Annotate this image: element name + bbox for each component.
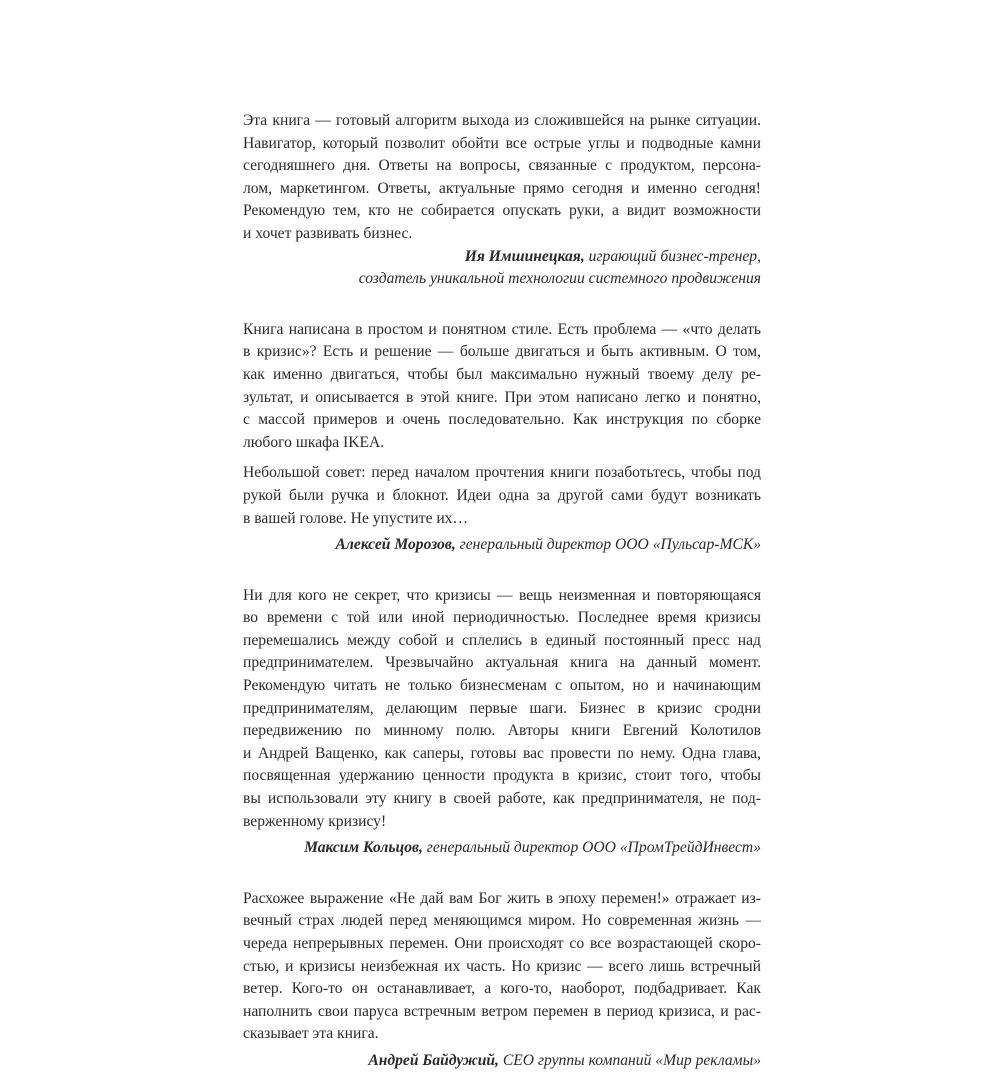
text-line: сегодняшнего дня. Ответы на вопросы, связанные с продуктом, персона- [243, 157, 761, 175]
text-line: вечный страх людей перед меняющимся миром. Но современная жизнь — [243, 912, 761, 930]
text-line: перемешались между собой и сплелись в единый постоянный пресс над [243, 631, 761, 649]
text-line: любого шкафа IKEA. [243, 433, 385, 451]
text-line: Рекомендую читать не только бизнесменам с опытом, но и начинающим [243, 677, 761, 695]
review-signature [243, 246, 761, 291]
review-paragraph [243, 888, 761, 1046]
text-line: Эта книга — готовый алгоритм выхода из сложившейся на рынке ситуации. [243, 112, 761, 129]
text-line: посвященная удержанию ценности продукта в кризис, стоит того, чтобы [243, 767, 761, 785]
text-line: предпринимателям, делающим первые шаги. Бизнес в кризис сродни [243, 699, 761, 717]
review-signature [243, 837, 761, 860]
author-role: генеральный директор ООО «ПромТрейдИнвест» [426, 839, 761, 857]
text-line: с массой примеров и очень последовательно. Как инструкция по сборке [243, 411, 761, 429]
review-1 [243, 110, 761, 291]
text-line: Расхожее выражение «Не дай вам Бог жить в эпоху перемен!» отражает из- [243, 889, 761, 907]
signature-line [243, 1050, 761, 1073]
author-name: Алексей Морозов, [335, 536, 456, 554]
text-line: череда непрерывных перемен. Они происходят со все возрастающей скоро- [243, 935, 761, 952]
author-name: Максим Кольцов, [304, 839, 423, 857]
review-2 [243, 319, 761, 557]
author-name: Андрей Байдужий, [368, 1051, 499, 1069]
author-role: генеральный директор ООО «Пульсар-МСК» [459, 536, 761, 554]
text-line: стью, и кризисы неизбежная их часть. Но кризис — всего лишь встречный [243, 957, 761, 975]
text-line: как именно двигаться, чтобы был максимально нужный твоему делу ре- [243, 365, 761, 383]
text-line: наполнить свои паруса встречным ветром перемен в период кризиса, и рас- [243, 1002, 761, 1020]
review-paragraph [243, 462, 761, 530]
text-line: вы использовали эту книгу в своей работе, как предпринимателя, не под- [243, 790, 761, 808]
text-line: Рекомендую тем, кто не собирается опускать руки, а видит возможности [243, 202, 761, 220]
review-signature [243, 534, 761, 557]
text-line: передвижению по минному полю. Авторы книги Евгений Колотилов [243, 722, 761, 740]
author-name: Ия Имшинецкая, [464, 247, 585, 265]
signature-line [243, 837, 761, 860]
book-page [243, 110, 761, 1073]
author-role: играющий бизнес-тренер, [588, 247, 761, 265]
review-signature [243, 1050, 761, 1073]
text-line: Ни для кого не секрет, что кризисы — вещь неизменная и повторяющаяся [243, 586, 761, 604]
review-4 [243, 888, 761, 1073]
signature-line [243, 534, 761, 557]
text-line: в вашей голове. Не упустите их… [243, 509, 469, 527]
text-line: предпринимателем. Чрезвычайно актуальная книга на данный момент. [243, 654, 761, 672]
signature-line [243, 246, 761, 269]
text-line: сказывает эта книга. [243, 1025, 379, 1043]
text-line: лом, маркетингом. Ответы, актуальные прямо сегодня и именно сегодня! [243, 179, 761, 197]
author-role: создатель уникальной технологии системного продвижения [358, 270, 761, 288]
author-role: CEO группы компаний «Мир рекламы» [502, 1051, 761, 1069]
text-line: в кризис»? Есть и решение — больше двигаться и быть активным. О том, [243, 343, 761, 361]
review-paragraph [243, 585, 761, 834]
text-line: и хочет развивать бизнес. [243, 224, 413, 242]
text-line: рукой были ручка и блокнот. Идеи одна за другой сами будут возникать [243, 486, 761, 504]
text-line: Навигатор, который позволит обойти все острые углы и подводные камни [243, 134, 761, 152]
review-paragraph [243, 110, 761, 246]
text-line: верженному кризису! [243, 812, 387, 830]
text-line: и Андрей Ващенко, как саперы, готовы вас провести по нему. Одна глава, [243, 744, 761, 762]
text-line: Книга написана в простом и понятном стиле. Есть проблема — «что делать [243, 320, 761, 338]
text-line: зультат, и описывается в этой книге. При этом написано легко и понятно, [243, 388, 761, 406]
text-line: Небольшой совет: перед началом прочтения книги позаботьтесь, чтобы под [243, 464, 761, 482]
review-3 [243, 585, 761, 860]
text-line: ветер. Кого-то он останавливает, а кого-то, наоборот, подбадривает. Как [243, 980, 761, 998]
review-paragraph [243, 319, 761, 455]
text-line: во времени с той или иной периодичностью. Последнее время кризисы [243, 609, 761, 627]
